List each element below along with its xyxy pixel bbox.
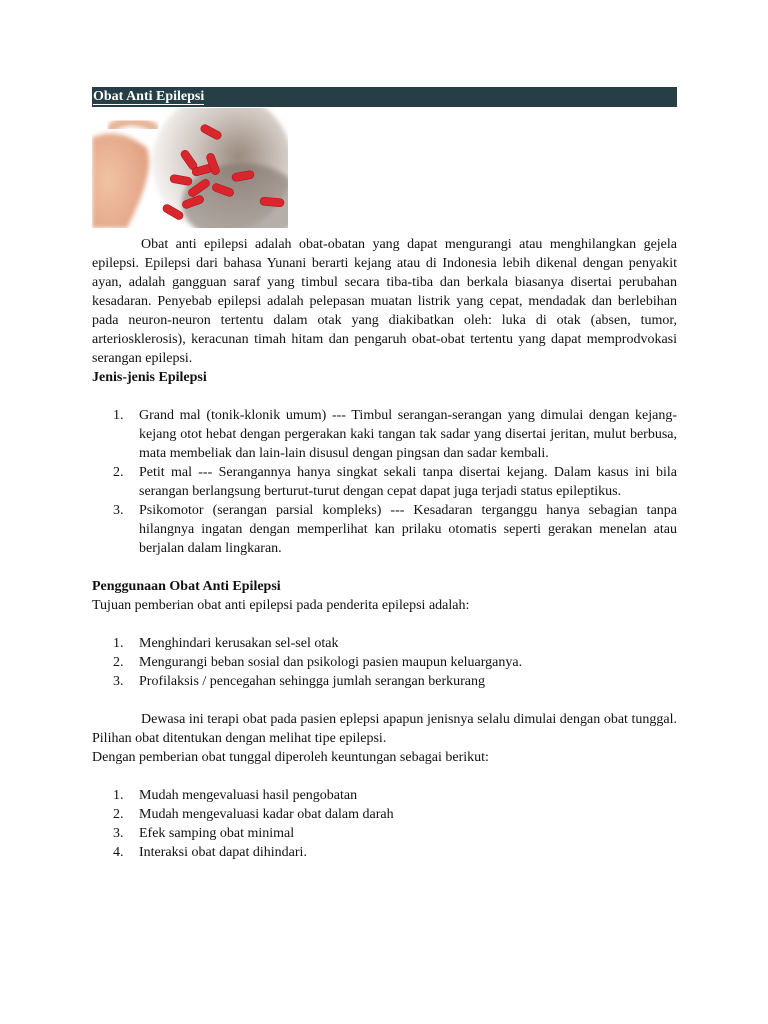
list-item: 3. Profilaksis / pencegahan sehingga jumlah serangan berkurang [113,674,486,689]
epilepsy-types-list [92,406,677,558]
types-heading: Jenis-jenis Epilepsi [92,370,207,385]
list-item: 2. Mengurangi beban sosial dan psikologi pasien maupun keluarganya. [113,655,523,670]
capsules-photo [92,108,288,228]
therapy-paragraph: Dewasa ini terapi obat pada pasien eplepsi apapun jenisnya selalu dimulai dengan obat tunggal. Pilihan obat ditentukan dengan melihat tipe epilepsi. [92,712,677,746]
list-item: 3. Efek samping obat minimal [113,826,295,841]
hand-capsules-illustration [92,108,288,228]
benefits-intro: Dengan pemberian obat tunggal diperoleh keuntungan sebagai berikut: [92,750,489,765]
list-item: 3. Psikomotor (serangan parsial kompleks) --- Kesadaran terganggu hanya sebagian tanpa hilangnya ingatan dengan memperlihat kan prilaku otomatis seperti gerakan menelan atau berjalan dalam lingkaran. [113,503,677,556]
list-item: 1. Mudah mengevaluasi hasil pengobatan [113,788,358,803]
document-page [92,87,677,862]
list-item: 2. Petit mal --- Serangannya hanya singkat sekali tanpa disertai kejang. Dalam kasus ini bila serangan berlangsung berturut-turut dengan cepat dapat juga terjadi status epileptikus. [113,465,677,499]
intro-paragraph: Obat anti epilepsi adalah obat-obatan yang dapat mengurangi atau menghilangkan gejela epilepsi. Epilepsi dari bahasa Yunani berarti kejang atau di Indonesia lebih dikenal dengan penyakit ayan, adalah gangguan saraf yang timbul secara tiba-tiba dan berkala biasanya disertai perubahan kesadaran. Penyebab epilepsi adalah pelepasan muatan listrik yang cepat, mendadak dan berlebihan pada neuron-neuron tertentu dalam otak yang diakibatkan oleh: luka di otak (absen, tumor, arteriosklerosis), keracunan timah hitam dan pengaruh obat-obat tertentu yang dapat memprodvokasi serangan epilepsi. [92,237,677,366]
list-item: 1. Grand mal (tonik-klonik umum) --- Timbul serangan-serangan yang dimulai dengan kejang-kejang otot hebat dengan pergerakan kaki tangan tak sadar yang disertai jeritan, mulut berbusa, mata membeliak dan lain-lain disusul dengan pingsan dan sadar kembali. [113,408,677,461]
list-item: 2. Mudah mengevaluasi kadar obat dalam darah [113,807,394,822]
list-item: 1. Menghindari kerusakan sel-sel otak [113,636,339,651]
section-title-bar [92,87,677,107]
section-title: Obat Anti Epilepsi [93,89,205,104]
usage-intro: Tujuan pemberian obat anti epilepsi pada penderita epilepsi adalah: [92,598,470,613]
treatment-goals-list [92,634,677,691]
list-item: 4. Interaksi obat dapat dihindari. [113,845,307,860]
usage-heading: Penggunaan Obat Anti Epilepsi [92,579,281,594]
benefits-list [92,786,677,862]
